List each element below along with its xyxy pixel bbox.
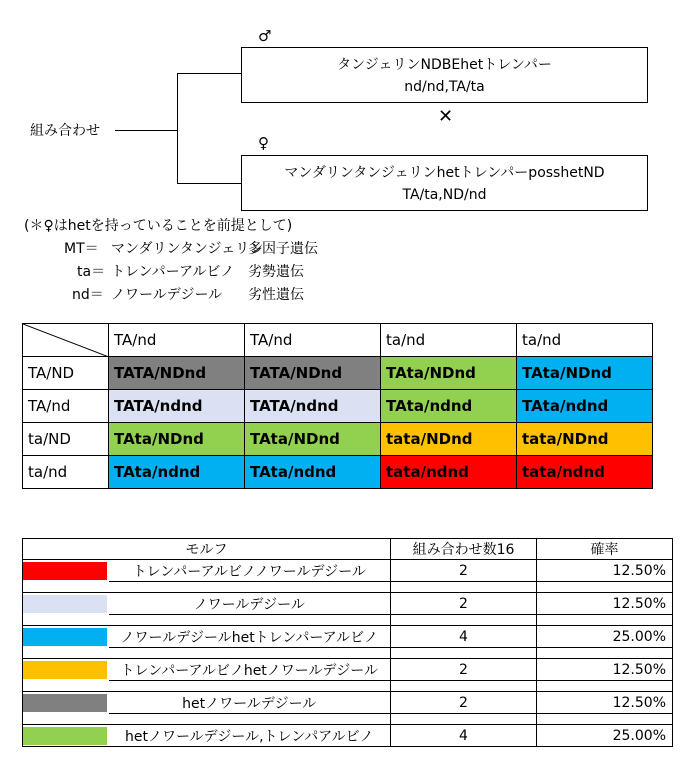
morph-row <box>23 692 673 714</box>
punnett-cell: tata/NDnd <box>517 423 653 456</box>
morph-count: 2 <box>391 692 537 714</box>
female-symbol: ♀ <box>258 134 269 152</box>
color-swatch <box>23 562 107 580</box>
punnett-row <box>23 423 653 456</box>
count-header: 組み合わせ数16 <box>391 539 537 560</box>
morph-header-row <box>23 539 673 560</box>
morph-name: ノワールデジール <box>109 593 391 615</box>
definition-type: 劣勢遺伝 <box>248 264 304 280</box>
female-parent-genotype: TA/ta,ND/nd <box>402 187 487 203</box>
definition-name: トレンパーアルビノ <box>111 264 235 280</box>
punnett-cell: tata/NDnd <box>381 423 517 456</box>
connector-bottom <box>177 183 241 184</box>
definition-key: MT＝ <box>64 241 99 257</box>
punnett-cell: TAta/NDnd <box>517 357 653 390</box>
morph-probability: 12.50% <box>537 593 673 615</box>
punnett-cell: TATA/ndnd <box>109 390 245 423</box>
definition-key: ta＝ <box>77 264 106 280</box>
morph-row <box>23 560 673 582</box>
definition-name: マンダリンタンジェリン <box>111 241 264 257</box>
morph-probability: 12.50% <box>537 692 673 714</box>
punnett-row <box>23 390 653 423</box>
morph-name: hetノワールデジール,トレンパアルビノ <box>109 725 391 747</box>
male-symbol: ♂ <box>258 27 272 45</box>
punnett-header-row <box>23 324 653 357</box>
color-swatch <box>23 628 107 646</box>
punnett-col-header: ta/nd <box>517 324 653 357</box>
cross-label: 組み合わせ <box>30 123 100 139</box>
morph-probability: 12.50% <box>537 560 673 582</box>
punnett-cell: TAta/ndnd <box>381 390 517 423</box>
punnett-cell: TAta/ndnd <box>245 456 381 489</box>
probability-header: 確率 <box>537 539 673 560</box>
punnett-cell: TAta/ndnd <box>517 390 653 423</box>
corner-diagonal <box>23 324 109 357</box>
punnett-cell: TAta/NDnd <box>245 423 381 456</box>
morph-name: ノワールデジールhetトレンパーアルビノ <box>109 626 391 648</box>
cross-times-icon: ✕ <box>438 106 454 127</box>
connector-vertical <box>177 73 178 183</box>
morph-count: 4 <box>391 626 537 648</box>
morph-row <box>23 725 673 747</box>
morph-name: トレンパーアルビノhetノワールデジール <box>109 659 391 681</box>
morph-probability: 12.50% <box>537 659 673 681</box>
morph-name: hetノワールデジール <box>109 692 391 714</box>
punnett-square <box>22 323 653 489</box>
morph-count: 2 <box>391 593 537 615</box>
morph-probability: 25.00% <box>537 725 673 747</box>
male-parent-genotype: nd/nd,TA/ta <box>404 79 485 95</box>
punnett-cell: TATA/NDnd <box>109 357 245 390</box>
morph-probability: 25.00% <box>537 626 673 648</box>
color-swatch <box>23 595 107 613</box>
punnett-row <box>23 357 653 390</box>
punnett-cell: TATA/ndnd <box>245 390 381 423</box>
punnett-cell: tata/ndnd <box>517 456 653 489</box>
punnett-corner <box>23 324 109 357</box>
punnett-row-header: TA/nd <box>23 390 109 423</box>
punnett-cell: TAta/NDnd <box>381 357 517 390</box>
male-parent-morph: タンジェリンNDBEhetトレンパー <box>337 57 552 73</box>
color-swatch <box>23 661 107 679</box>
connector-top <box>177 73 241 74</box>
punnett-col-header: TA/nd <box>245 324 381 357</box>
morph-row <box>23 626 673 648</box>
punnett-row-header: ta/nd <box>23 456 109 489</box>
punnett-col-header: TA/nd <box>109 324 245 357</box>
definition-type: 多因子遺伝 <box>248 241 318 257</box>
female-parent-box <box>241 155 648 211</box>
female-parent-morph: マンダリンタンジェリンhetトレンパーposshetND <box>284 165 605 181</box>
morph-row <box>23 593 673 615</box>
punnett-cell: TATA/NDnd <box>245 357 381 390</box>
color-swatch <box>23 727 107 745</box>
connector-horizontal <box>115 130 177 131</box>
morph-row <box>23 659 673 681</box>
punnett-col-header: ta/nd <box>381 324 517 357</box>
morph-header: モルフ <box>23 539 391 560</box>
male-parent-box <box>241 47 648 103</box>
definition-key: nd＝ <box>72 287 104 303</box>
cross-diagram <box>0 0 680 215</box>
assumption-note: (＊♀はhetを持っていることを前提として) <box>24 218 293 234</box>
punnett-row-header: ta/ND <box>23 423 109 456</box>
morph-count: 4 <box>391 725 537 747</box>
punnett-cell: TAta/ndnd <box>109 456 245 489</box>
punnett-cell: TAta/NDnd <box>109 423 245 456</box>
punnett-row-header: TA/ND <box>23 357 109 390</box>
punnett-row <box>23 456 653 489</box>
punnett-cell: tata/ndnd <box>381 456 517 489</box>
morph-count: 2 <box>391 560 537 582</box>
color-swatch <box>23 694 107 712</box>
morph-count: 2 <box>391 659 537 681</box>
morph-table <box>22 538 673 747</box>
definition-name: ノワールデジール <box>111 287 223 303</box>
morph-name: トレンパーアルビノノワールデジール <box>109 560 391 582</box>
definition-type: 劣性遺伝 <box>248 287 304 303</box>
